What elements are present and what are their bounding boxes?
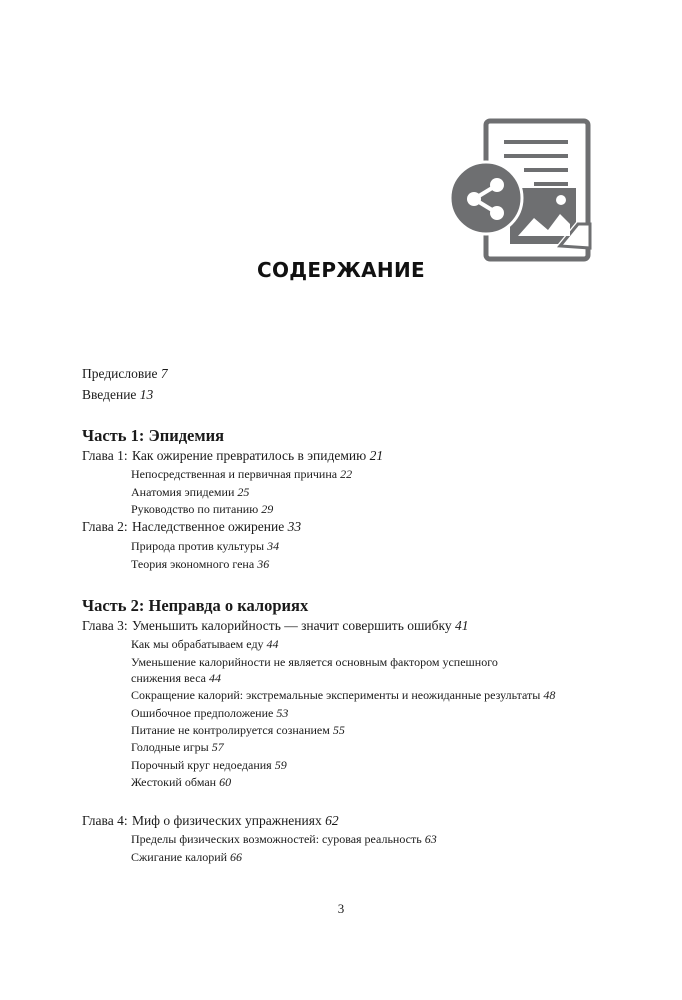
chapter-label: Глава 1: [82, 448, 128, 463]
chapter-page: 33 [287, 519, 302, 534]
section-title: Уменьшение калорийности не является основным фактором успешного [131, 655, 498, 669]
toc-section [131, 723, 345, 738]
toc-section [131, 688, 555, 703]
chapter-label: Глава 2: [82, 519, 128, 534]
section-page: 60 [219, 775, 232, 789]
toc-chapter-4 [82, 813, 339, 829]
section-title: Ошибочное предположение [131, 706, 277, 720]
toc-section [131, 850, 242, 865]
section-title: Жестокий обман [131, 775, 217, 789]
section-title: Анатомия эпидемии [131, 485, 235, 499]
toc-section [131, 740, 224, 755]
chapter-page: 62 [325, 813, 339, 828]
chapter-page: 21 [369, 448, 384, 463]
toc-section [131, 502, 273, 517]
toc-section [131, 671, 221, 686]
section-title: Голодные игры [131, 740, 209, 754]
section-title: снижения веса [131, 671, 207, 685]
section-page: 25 [237, 485, 250, 499]
toc-section [131, 539, 279, 554]
section-page: 55 [332, 723, 345, 737]
section-page: 29 [261, 502, 274, 516]
chapter-title: Наследственное ожирение [132, 519, 285, 534]
section-page: 53 [276, 706, 289, 720]
toc-section [131, 485, 249, 500]
section-page: 48 [543, 688, 556, 702]
entry-page: 13 [139, 387, 154, 402]
toc-entry-preface [82, 366, 168, 382]
section-title: Пределы физических возможностей: суровая реальность [131, 832, 422, 846]
toc-section [131, 706, 288, 721]
toc-section [131, 758, 287, 773]
toc-chapter-2 [82, 519, 301, 535]
section-title: Природа против культуры [131, 539, 265, 553]
part-heading-1: Часть 1: Эпидемия [82, 426, 225, 445]
section-title: Теория экономного гена [131, 557, 255, 571]
toc-entry-introduction [82, 387, 153, 403]
toc-chapter-1 [82, 448, 383, 464]
entry-page: 7 [160, 366, 168, 381]
section-page: 34 [267, 539, 280, 553]
chapter-title: Миф о физических упражнениях [132, 813, 322, 828]
chapter-page: 41 [454, 618, 469, 633]
toc-section [131, 557, 269, 572]
document-share-icon [448, 118, 596, 264]
section-title: Сокращение калорий: экстремальные эксперименты и неожиданные результаты [131, 688, 541, 702]
section-title: Как мы обрабатываем еду [131, 637, 264, 651]
toc-section [131, 637, 279, 652]
section-page: 22 [340, 467, 353, 481]
chapter-label: Глава 3: [82, 618, 128, 633]
part-heading-2: Часть 2: Неправда о калориях [82, 596, 309, 615]
section-title: Руководство по питанию [131, 502, 259, 516]
page-number: 3 [337, 901, 345, 916]
section-page: 36 [257, 557, 270, 571]
section-page: 59 [274, 758, 287, 772]
page-title: СОДЕРЖАНИЕ [257, 258, 425, 282]
toc-section [131, 832, 437, 847]
section-page: 63 [424, 832, 437, 846]
chapter-title: Уменьшить калорийность — значит совершить ошибку [132, 618, 452, 633]
section-title: Порочный круг недоедания [131, 758, 272, 772]
entry-title: Введение [82, 387, 137, 402]
section-title: Питание не контролируется сознанием [131, 723, 330, 737]
section-title: Сжигание калорий [131, 850, 228, 864]
section-page: 66 [230, 850, 243, 864]
toc-section [131, 655, 498, 670]
section-page: 57 [211, 740, 224, 754]
toc-section [131, 775, 231, 790]
section-page: 44 [209, 671, 222, 685]
chapter-title: Как ожирение превратилось в эпидемию [132, 448, 367, 463]
chapter-label: Глава 4: [82, 813, 128, 828]
entry-title: Предисловие [82, 366, 158, 381]
toc-section [131, 467, 352, 482]
toc-chapter-3 [82, 618, 468, 634]
section-title: Непосредственная и первичная причина [131, 467, 338, 481]
section-page: 44 [266, 637, 279, 651]
